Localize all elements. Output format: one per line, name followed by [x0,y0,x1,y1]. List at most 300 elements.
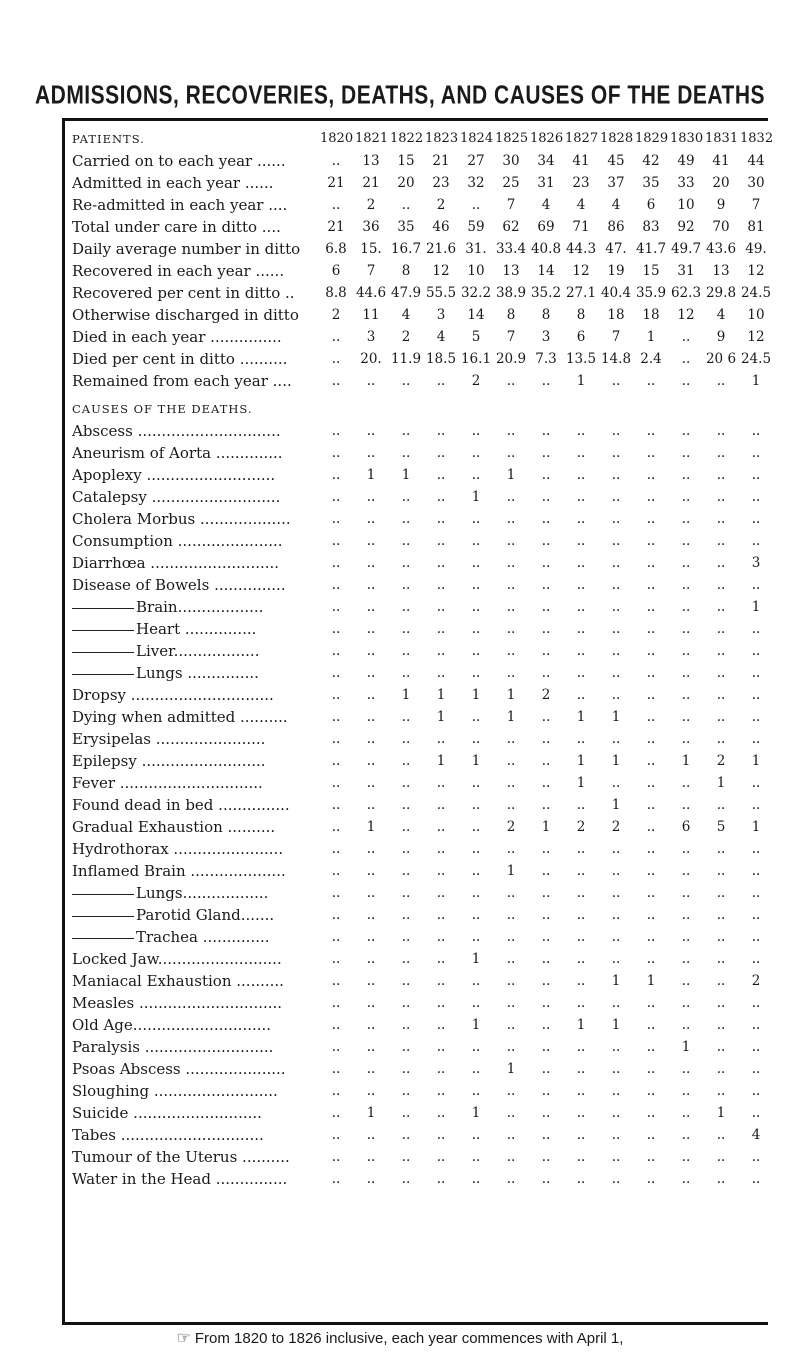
table-cell: .. [471,929,481,945]
table-cell: .. [541,841,551,857]
table-cell: 4 [401,307,411,323]
table-cell: .. [646,863,656,879]
year-header-cell: 1831 [705,131,739,146]
table-cell: .. [716,599,726,615]
table-cell: .. [681,687,691,703]
row-label: Re-admitted in each year .... [72,196,288,214]
table-cell: 15 [642,263,660,279]
table-cell: .. [646,1039,656,1055]
row-label: Paralysis ........................... [72,1038,274,1056]
table-cell: 1 [751,819,761,835]
table-cell: .. [471,1149,481,1165]
row-label: Hydrothorax ....................... [72,840,284,858]
table-cell: 62.3 [670,285,702,301]
table-cell: 1 [436,753,446,769]
row-label-text: Heart ............... [136,620,257,638]
table-cell: .. [576,863,586,879]
table-cell: .. [436,555,446,571]
table-cell: 1 [506,467,516,483]
table-cell: .. [366,995,376,1011]
table-cell: 1 [366,819,376,835]
table-cell: .. [366,907,376,923]
table-cell: .. [436,797,446,813]
table-cell: 70 [712,219,730,235]
table-cell: .. [576,1061,586,1077]
table-cell: .. [436,533,446,549]
table-cell: .. [506,1039,516,1055]
table-cell: 49 [677,153,695,169]
table-cell: 1 [366,467,376,483]
table-cell: 1 [646,329,656,345]
table-cell: .. [436,1083,446,1099]
table-cell: 1 [681,1039,691,1055]
table-cell: .. [681,995,691,1011]
table-cell: .. [751,885,761,901]
table-cell: .. [646,1171,656,1187]
table-cell: .. [471,423,481,439]
row-label [72,882,324,904]
table-cell: .. [646,687,656,703]
table-cell: .. [541,1083,551,1099]
table-cell: 9 [716,197,726,213]
table-cell: 7.3 [535,351,557,367]
table-cell: .. [401,1149,411,1165]
table-cell: .. [681,863,691,879]
cause-row [72,926,772,948]
table-cell: .. [506,555,516,571]
cause-row [72,508,772,530]
table-cell: 13 [502,263,520,279]
table-cell: 32.2 [460,285,492,301]
table-cell: 1 [611,1017,621,1033]
table-cell: 1 [471,489,481,505]
table-cell: .. [611,445,621,461]
table-cell: .. [401,731,411,747]
table-cell: .. [611,885,621,901]
table-cell: 10 [677,197,695,213]
table-cell: .. [716,709,726,725]
table-cell: .. [436,577,446,593]
table-cell: .. [436,373,446,389]
row-label: Otherwise discharged in ditto [72,306,299,324]
table-cell: .. [681,1149,691,1165]
table-cell: .. [541,885,551,901]
table-cell: 6 [576,329,586,345]
table-cell: 3 [541,329,551,345]
table-cell: .. [646,511,656,527]
row-label: Total under care in ditto .... [72,218,281,236]
table-cell: .. [471,1127,481,1143]
row-label [72,926,324,948]
table-cell: .. [331,555,341,571]
table-cell: .. [646,1061,656,1077]
table-cell: .. [611,577,621,593]
table-cell: .. [331,329,341,345]
table-cell: .. [331,687,341,703]
table-cell: .. [576,951,586,967]
row-label: Catalepsy ........................... [72,488,281,506]
table-cell: .. [436,995,446,1011]
cause-row [72,1102,772,1124]
table-cell: 71 [572,219,590,235]
table-cell: .. [646,555,656,571]
cause-row [72,750,772,772]
cause-row [72,1036,772,1058]
table-cell: .. [436,1039,446,1055]
table-cell: 21 [327,175,345,191]
table-cell: .. [576,885,586,901]
table-cell: 7 [751,197,761,213]
cause-row [72,816,772,838]
table-cell: 83 [642,219,660,235]
table-cell: .. [681,709,691,725]
table-cell: .. [436,599,446,615]
table-cell: .. [331,643,341,659]
table-cell: 3 [436,307,446,323]
table-cell: .. [366,775,376,791]
row-label-text: Lungs ............... [136,664,259,682]
cause-row [72,596,772,618]
table-cell: 46 [432,219,450,235]
row-label: Recovered per cent in ditto .. [72,284,295,302]
table-cell: .. [646,797,656,813]
table-cell: .. [716,489,726,505]
table-cell: 2 [366,197,376,213]
ditto-dash [72,938,134,939]
table-cell: .. [716,929,726,945]
table-cell: .. [646,1105,656,1121]
table-cell: .. [716,445,726,461]
cause-row [72,882,772,904]
table-cell: .. [576,973,586,989]
table-cell: .. [576,643,586,659]
table-cell: 13 [712,263,730,279]
table-cell: .. [401,951,411,967]
table-cell: .. [751,1149,761,1165]
table-cell: .. [366,533,376,549]
row-label [72,618,324,640]
table-cell: 1 [506,863,516,879]
patients-header-label: PATIENTS. [72,132,145,146]
table-cell: .. [751,841,761,857]
table-cell: .. [716,951,726,967]
table-cell: .. [436,621,446,637]
year-header-row [72,128,772,150]
table-cell: 34 [537,153,555,169]
table-cell: .. [541,511,551,527]
table-cell: 8.8 [325,285,347,301]
table-cell: .. [646,1083,656,1099]
table-cell: 8 [576,307,586,323]
row-label: Recovered in each year ...... [72,262,285,280]
table-cell: 6 [331,263,341,279]
row-label: Died per cent in ditto .......... [72,350,288,368]
table-cell: .. [331,489,341,505]
cause-row [72,1080,772,1102]
row-label: Maniacal Exhaustion .......... [72,972,284,990]
causes-section-title: CAUSES OF THE DEATHS. [72,402,253,416]
cause-row [72,662,772,684]
table-cell: .. [681,423,691,439]
table-cell: 2 [751,973,761,989]
table-cell: .. [471,841,481,857]
row-label: Measles .............................. [72,994,283,1012]
table-cell: .. [646,373,656,389]
table-cell: .. [471,819,481,835]
row-label: Aneurism of Aorta .............. [72,444,283,462]
table-cell: 43.6 [705,241,737,257]
table-cell: .. [471,533,481,549]
table-cell: 45 [607,153,625,169]
ditto-dash [72,608,134,609]
table-cell: 44.3 [565,241,597,257]
table-cell: .. [366,665,376,681]
table-cell: .. [506,1017,516,1033]
table-cell: .. [611,1105,621,1121]
table-cell: .. [436,929,446,945]
table-cell: 8 [541,307,551,323]
table-cell: 86 [607,219,625,235]
table-cell: 2 [611,819,621,835]
table-cell: .. [611,1039,621,1055]
table-cell: .. [611,1149,621,1165]
table-cell: .. [716,555,726,571]
table-cell: 35.2 [530,285,562,301]
table-cell: .. [541,929,551,945]
table-cell: .. [541,1061,551,1077]
table-cell: .. [436,1061,446,1077]
year-header-cell: 1822 [390,131,424,146]
row-label-text: Lungs.................. [136,884,269,902]
row-label: Apoplexy ........................... [72,466,276,484]
table-cell: .. [541,995,551,1011]
table-cell: .. [646,665,656,681]
table-cell: .. [751,643,761,659]
table-cell: 1 [401,467,411,483]
table-cell: .. [681,929,691,945]
table-cell: .. [541,907,551,923]
table-cell: .. [751,621,761,637]
year-header-cell: 1832 [740,131,774,146]
table-cell: .. [506,797,516,813]
table-cell: .. [436,907,446,923]
table-cell: 2 [541,687,551,703]
table-cell: .. [506,621,516,637]
cause-row [72,486,772,508]
table-cell: .. [366,753,376,769]
table-cell: .. [646,445,656,461]
table-cell: .. [576,1083,586,1099]
table-cell: .. [506,929,516,945]
table-cell: .. [436,511,446,527]
table-cell: .. [366,929,376,945]
table-cell: .. [751,1039,761,1055]
cause-row [72,442,772,464]
table-cell: .. [471,621,481,637]
table-cell: .. [471,973,481,989]
table-cell: .. [716,687,726,703]
table-cell: .. [646,1127,656,1143]
table-cell: 12 [747,329,765,345]
table-cell: .. [366,709,376,725]
table-cell: .. [716,1017,726,1033]
patients-row [72,304,772,326]
table-cell: .. [541,665,551,681]
table-cell: 11.9 [390,351,422,367]
table-cell: .. [436,819,446,835]
table-cell: .. [716,1149,726,1165]
table-cell: .. [401,511,411,527]
table-cell: .. [436,1149,446,1165]
table-cell: .. [681,665,691,681]
row-label: Remained from each year .... [72,372,292,390]
table-cell: .. [366,1149,376,1165]
table-cell: .. [646,885,656,901]
table-cell: .. [576,599,586,615]
table-cell: .. [366,687,376,703]
table-cell: .. [716,533,726,549]
table-cell: 1 [366,1105,376,1121]
table-cell: 69 [537,219,555,235]
table-cell: .. [611,373,621,389]
cause-row [72,1146,772,1168]
cause-row [72,992,772,1014]
table-cell: .. [366,373,376,389]
table-cell: .. [646,753,656,769]
table-cell: .. [646,731,656,747]
table-cell: 31. [465,241,487,257]
table-cell: .. [331,1171,341,1187]
table-cell: .. [716,1083,726,1099]
table-cell: .. [471,1039,481,1055]
patients-row [72,326,772,348]
row-label: Old Age............................. [72,1016,272,1034]
table-cell: 1 [471,1017,481,1033]
table-cell: 1 [576,775,586,791]
table-cell: .. [751,467,761,483]
table-cell: 20.9 [495,351,527,367]
cause-row [72,530,772,552]
table-cell: .. [401,423,411,439]
table-cell: .. [471,1061,481,1077]
table-cell: .. [366,555,376,571]
table-cell: 13 [362,153,380,169]
table-cell: 35 [397,219,415,235]
table-cell: .. [506,1083,516,1099]
table-cell: .. [401,929,411,945]
table-cell: .. [646,995,656,1011]
table-cell: .. [401,973,411,989]
table-cell: 10 [467,263,485,279]
table-cell: 40.4 [600,285,632,301]
table-cell: .. [401,555,411,571]
row-label-text: Brain.................. [136,598,264,616]
table-cell: .. [506,665,516,681]
row-label: Diarrhœa ........................... [72,554,280,572]
table-cell: .. [611,731,621,747]
table-cell: 47. [605,241,627,257]
table-cell: .. [751,797,761,813]
table-cell: .. [611,467,621,483]
table-cell: .. [716,863,726,879]
table-cell: .. [576,555,586,571]
table-cell: .. [401,819,411,835]
causes-table [72,398,772,1190]
table-cell: 1 [751,373,761,389]
table-cell: .. [611,599,621,615]
table-cell: .. [646,423,656,439]
table-cell: 1 [681,753,691,769]
table-cell: .. [751,665,761,681]
table-cell: .. [576,1105,586,1121]
table-cell: 1 [716,775,726,791]
table-cell: .. [436,731,446,747]
table-cell: .. [576,533,586,549]
table-cell: .. [331,1017,341,1033]
table-cell: .. [331,533,341,549]
year-header-cell: 1823 [425,131,459,146]
table-cell: .. [401,1127,411,1143]
table-cell: .. [331,885,341,901]
row-label-text: Trachea .............. [136,928,270,946]
table-cell: .. [506,643,516,659]
table-cell: 55.5 [425,285,457,301]
table-cell: .. [681,1171,691,1187]
table-cell: 2 [436,197,446,213]
table-cell: .. [541,863,551,879]
table-cell: .. [541,797,551,813]
table-cell: .. [331,731,341,747]
table-cell: .. [541,1039,551,1055]
table-cell: .. [401,445,411,461]
table-cell: 36 [362,219,380,235]
year-header-cell: 1830 [670,131,704,146]
table-cell: 12 [747,263,765,279]
table-cell: .. [611,907,621,923]
table-cell: .. [576,577,586,593]
table-cell: .. [401,709,411,725]
table-cell: .. [681,467,691,483]
table-cell: .. [401,621,411,637]
table-cell: .. [681,797,691,813]
table-cell: .. [331,973,341,989]
table-cell: .. [331,841,341,857]
year-header-cell: 1829 [635,131,669,146]
row-label: Sloughing .......................... [72,1082,278,1100]
table-cell: .. [506,775,516,791]
table-cell: 7 [611,329,621,345]
table-cell: .. [681,555,691,571]
table-cell: .. [401,489,411,505]
row-label [72,904,324,926]
table-cell: .. [716,665,726,681]
table-cell: .. [401,1039,411,1055]
table-cell: .. [506,753,516,769]
table-cell: .. [331,423,341,439]
patients-row [72,238,772,260]
table-cell: 1 [471,1105,481,1121]
table-cell: 1 [436,709,446,725]
table-cell: 20 [712,175,730,191]
table-cell: .. [541,775,551,791]
ditto-dash [72,652,134,653]
table-cell: .. [751,863,761,879]
patients-rows [72,150,772,392]
table-cell: 44.6 [355,285,387,301]
table-cell: 2 [716,753,726,769]
table-cell: 11 [362,307,380,323]
table-cell: .. [401,577,411,593]
